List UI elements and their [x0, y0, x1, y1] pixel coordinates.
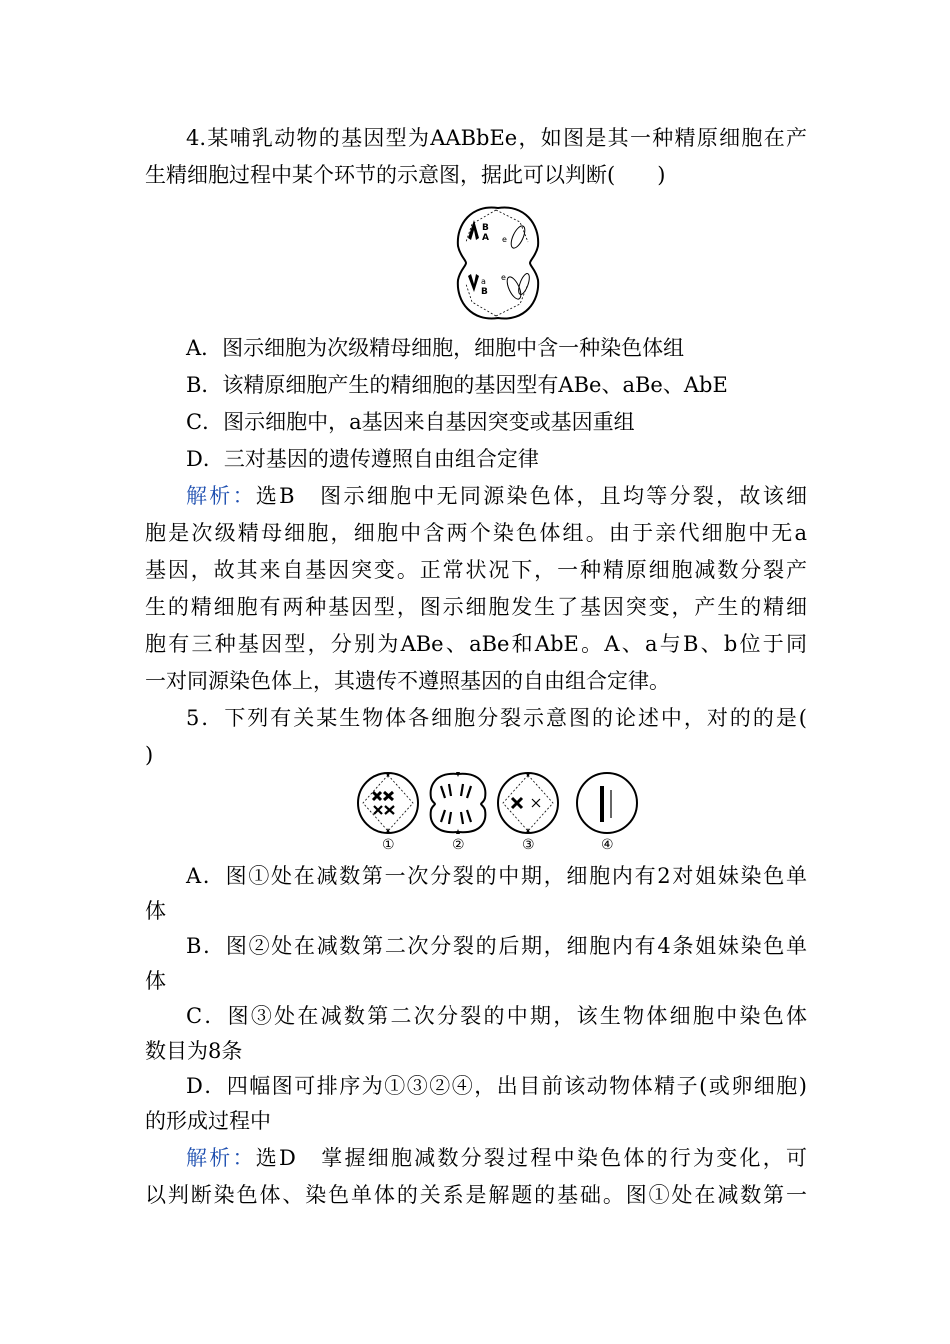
q4-stem-line-2: 生精细胞过程中某个环节的示意图，据此可以判断( ) [145, 163, 666, 187]
q4-label-lower-e: e [501, 273, 506, 282]
q4-analysis-line-5: 胞有三种基因型，分别为ABe、aBe和AbE。A、a与B、b位于同 [145, 632, 807, 656]
q5-stem-line-2: ) [145, 743, 154, 767]
q4-analysis-label: 解析： [186, 484, 256, 508]
q4-analysis-line-2: 胞是次级精母细胞，细胞中含两个染色体组。由于亲代细胞中无a [145, 521, 807, 545]
cell-4-number: ④ [601, 837, 614, 852]
cell-1-number: ① [382, 837, 395, 852]
q5-option-a-line-1: A．图①处在减数第一次分裂的中期，细胞内有2对姐妹染色单 [186, 864, 807, 888]
q4-stem-line-1: 4.某哺乳动物的基因型为AABbEe，如图是其一种精原细胞在产 [186, 126, 807, 150]
q5-option-c-line-1: C．图③处在减数第二次分裂的中期，该生物体细胞中染色体 [186, 1004, 807, 1028]
q5-option-b-line-2: 体 [145, 969, 166, 993]
cell-1-diagram [358, 773, 418, 833]
q4-analysis-first: 选B 图示细胞中无同源染色体，且均等分裂，故该细 [255, 484, 807, 508]
q5-cell-figures [355, 770, 640, 852]
q5-option-b-line-1: B．图②处在减数第二次分裂的后期，细胞内有4条姐妹染色单 [186, 934, 807, 958]
q4-label-upper-a: A [482, 233, 489, 243]
q5-analysis-first: 选D 掌握细胞减数分裂过程中染色体的行为变化，可 [255, 1146, 807, 1170]
q5-analysis-line-2: 以判断染色体、染色单体的关系是解题的基础。图①处在减数第一 [145, 1183, 807, 1207]
q4-option-d: D．三对基因的遗传遵照自由组合定律 [186, 447, 539, 471]
q4-label-upper-e: e [502, 235, 507, 244]
q5-analysis-line-1 [186, 1140, 807, 1176]
q5-analysis-label: 解析： [186, 1146, 256, 1170]
cell-2-number: ② [452, 837, 465, 852]
q4-label-lower-a: a [481, 277, 486, 286]
q4-cell-figure [452, 202, 544, 324]
q4-label-upper-b: B [482, 223, 489, 233]
q4-analysis-line-3: 基因，故其来自基因突变。正常状况下，一种精原细胞减数分裂产 [145, 558, 807, 582]
cell-3-number: ③ [522, 837, 535, 852]
q5-option-c-line-2: 数目为8条 [145, 1039, 243, 1063]
q4-option-c: C．图示细胞中，a基因来自基因突变或基因重组 [186, 410, 635, 434]
cell-2-diagram [431, 772, 486, 834]
q4-analysis-line-6: 一对同源染色体上，其遗传不遵照基因的自由组合定律。 [145, 669, 670, 693]
q4-label-lower-b: B [481, 287, 488, 297]
q4-option-a: A．图示细胞为次级精母细胞，细胞中含一种染色体组 [186, 336, 685, 360]
cell-4-diagram [577, 773, 637, 833]
q5-option-d-line-2: 的形成过程中 [145, 1109, 271, 1133]
q4-option-b: B．该精原细胞产生的精细胞的基因型有ABe、aBe、AbE [186, 373, 728, 397]
q5-option-d-line-1: D．四幅图可排序为①③②④，出目前该动物体精子(或卵细胞) [186, 1074, 807, 1098]
cell-3-diagram [498, 773, 558, 833]
q4-analysis-line-4: 生的精细胞有两种基因型，图示细胞发生了基因突变，产生的精细 [145, 595, 807, 619]
q5-stem-line-1: 5．下列有关某生物体各细胞分裂示意图的论述中，对的的是( [186, 706, 807, 730]
q5-option-a-line-2: 体 [145, 899, 166, 923]
q4-analysis-line-1 [186, 478, 807, 514]
